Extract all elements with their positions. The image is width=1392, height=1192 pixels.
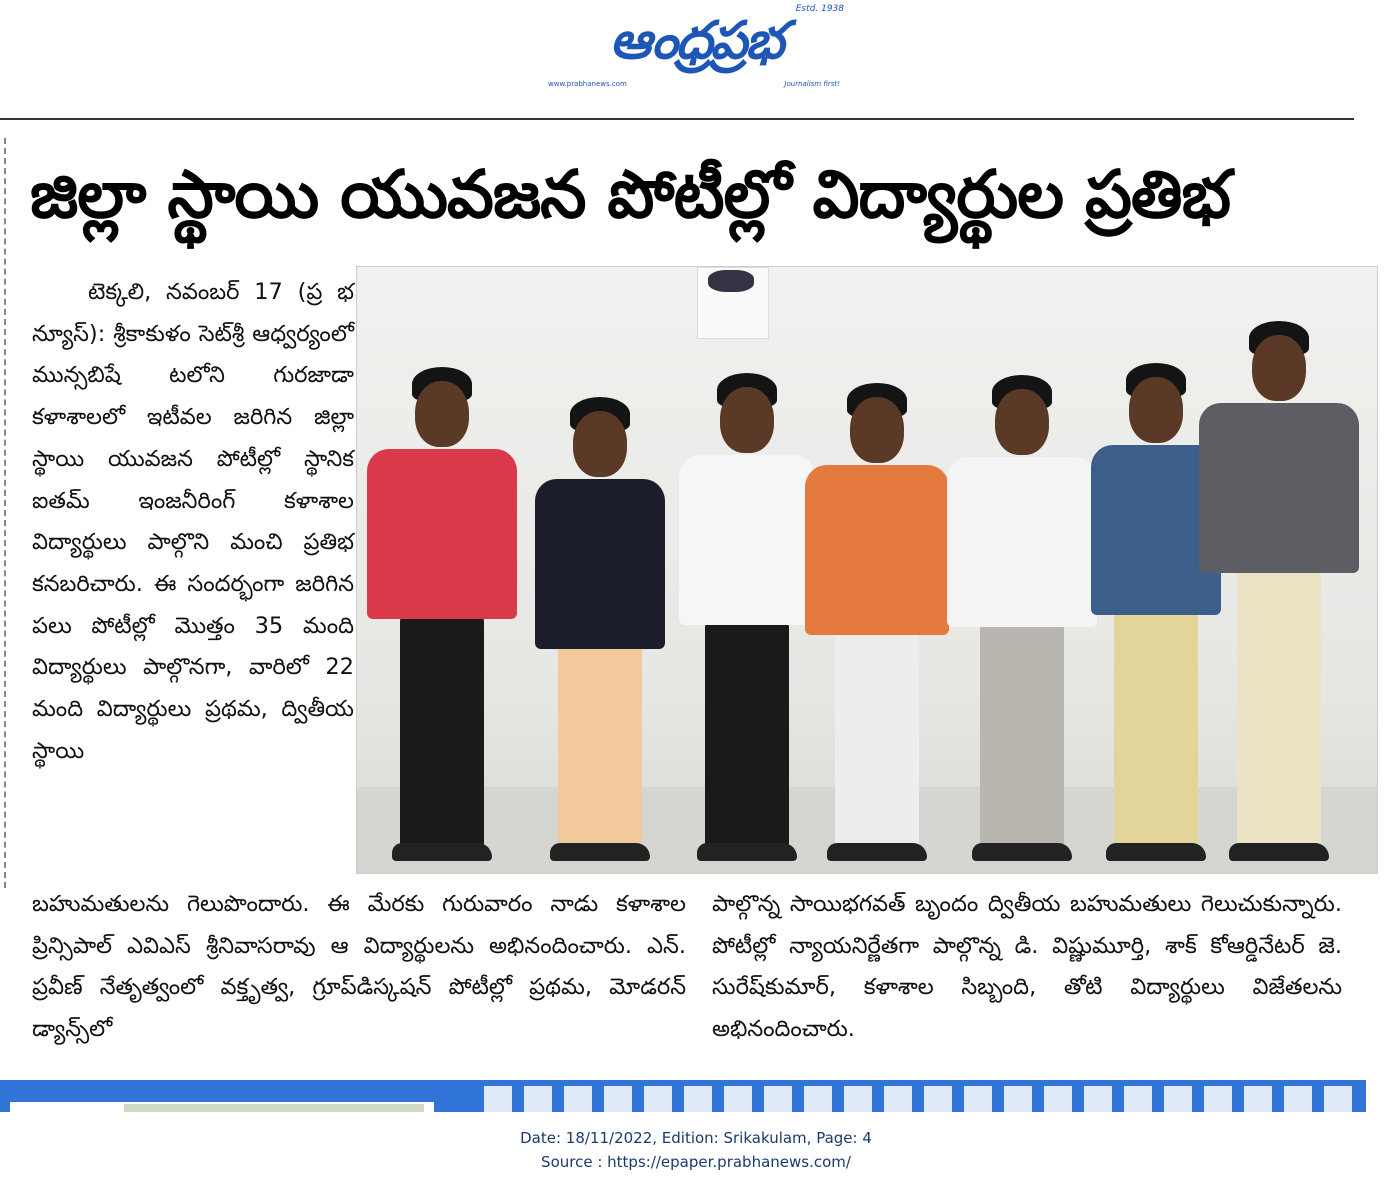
- masthead-tagline: Journalism first!: [784, 80, 840, 88]
- photo-person: [805, 383, 949, 873]
- next-article-band: [0, 1080, 1366, 1112]
- photo-person: [535, 397, 665, 873]
- article-bottom-left: [32, 884, 686, 1050]
- photo-person: [679, 373, 815, 873]
- bottom-left-text: బహుమతులను గెలుపొందారు. ఈ మేరకు గురువారం నాడు కళాశాల ప్రిన్సిపాల్ ఎవిఎస్ శ్రీనివాసరావు ఆ విద్యార్థులను అభినందించారు. ఎన్. ప్రవీణ్ నేతృత్వంలో వక్తృత్వ, గ్రూప్‌డిస్కషన్ పోటీల్లో ప్రథమ, మోడరన్ డ్యాన్స్‌లో: [32, 891, 686, 1042]
- masthead: [546, 4, 846, 90]
- wall-poster: [697, 267, 769, 339]
- footer-source: Source : https://epaper.prabhanews.com/: [541, 1153, 851, 1171]
- left-column-text: టెక్కలి, నవంబర్ 17 (ప్ర భ న్యూస్): శ్రీకాకుళం సెట్‌శ్రీ ఆధ్వర్యంలో మున్సబిషే టలోని గురజాడా కళాశాలలో ఇటీవల జరిగిన జిల్లా స్థాయి యువజన పోటీల్లో స్థానిక ఐతమ్ ఇంజనీరింగ్ కళాశాల విద్యార్థులు పాల్గొని మంచి ప్రతిభ కనబరిచారు. ఈ సందర్భంగా జరిగిన పలు పోటీల్లో మొత్తం 35 మంది విద్యార్థులు పాల్గొనగా, వారిలో 22 మంది విద్యార్థులు ప్రథమ, ద్వితీయ స్థాయి: [32, 279, 354, 764]
- bottom-right-text: పాల్గొన్న సాయిభగవత్ బృందం ద్వితీయ బహుమతులు గెలుచుకున్నారు. పోటీల్లో న్యాయనిర్ణేతగా పాల్గొన్న డి. విష్ణుమూర్తి, శాక్ కోఆర్డినేటర్ జె. సురేష్‌కుమార్, కళాశాల సిబ్బంది, తోటి విద్యార్థులు విజేతలను అభినందించారు.: [712, 891, 1342, 1042]
- article-photo: [356, 266, 1378, 874]
- masthead-website: www.prabhanews.com: [548, 80, 627, 88]
- footer-date-edition: Date: 18/11/2022, Edition: Srikakulam, Page: 4: [520, 1129, 872, 1147]
- article-left-column: [32, 272, 354, 772]
- next-headline-cropped: [484, 1086, 1354, 1112]
- photo-person: [947, 375, 1097, 873]
- photo-person: [1199, 321, 1359, 873]
- page-footer: [0, 1126, 1392, 1174]
- article-headline: జిల్లా స్థాయి యువజన పోటీల్లో విద్యార్థుల ప్రతిభ: [30, 156, 1231, 233]
- left-margin-rule: [4, 138, 8, 888]
- masthead-estd: Estd. 1938: [795, 4, 844, 14]
- article-bottom-right: [712, 884, 1342, 1050]
- masthead-logo: ఆంధ్రప్రభ: [609, 11, 783, 71]
- header-rule: [0, 118, 1354, 120]
- photo-person: [367, 367, 517, 873]
